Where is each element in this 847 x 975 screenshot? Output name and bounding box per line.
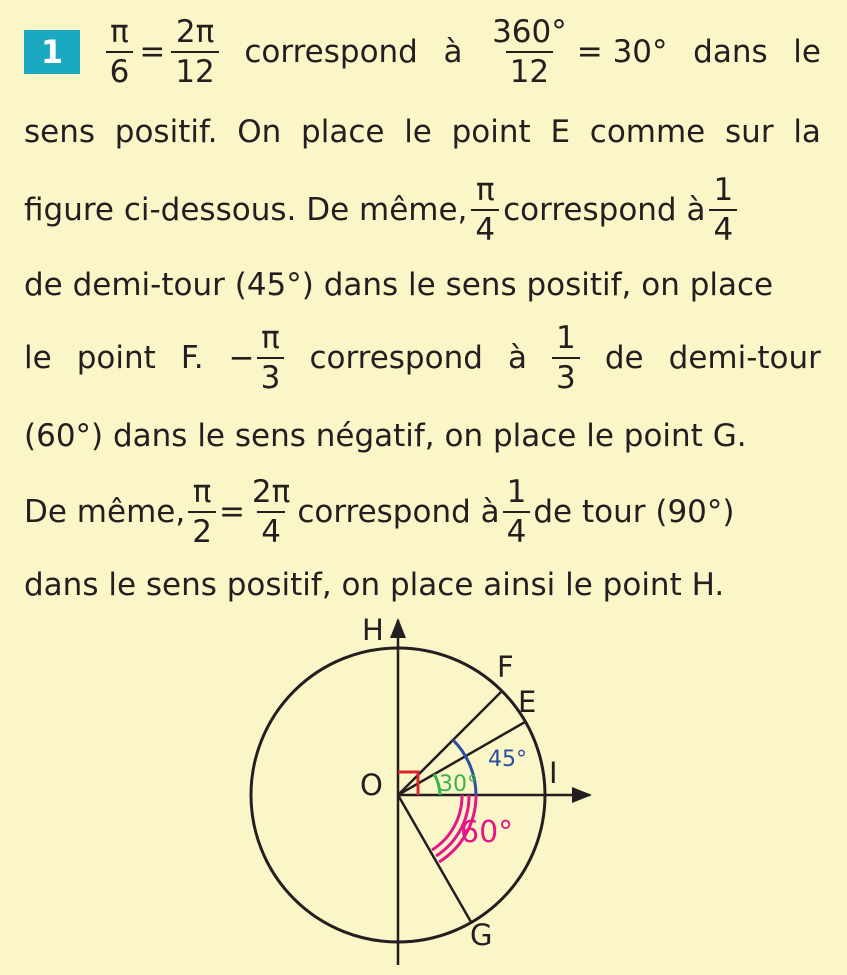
word: F. [180, 340, 204, 376]
label-G: G [470, 918, 493, 952]
word: dans [693, 34, 768, 70]
denominator: 3 [552, 357, 580, 397]
word: le [404, 114, 432, 150]
denominator: 4 [257, 511, 285, 551]
denominator: 4 [471, 209, 499, 249]
numerator: 360° [492, 14, 567, 50]
equals-sign: = [218, 494, 245, 530]
exercise-number-badge: 1 [24, 30, 80, 74]
word: à [443, 34, 463, 70]
denominator: 6 [106, 51, 134, 91]
label-I: I [549, 756, 558, 790]
result-30-degrees: = 30° [576, 34, 668, 70]
text-segment: (60°) dans le sens négatif, on place le point G. [24, 418, 747, 454]
numerator: 2π [175, 14, 215, 50]
text-segment: dans le sens positif, on place ainsi le point H. [24, 567, 725, 603]
word: le [24, 340, 52, 376]
angle-60-arc-1 [432, 795, 462, 850]
numerator: 1 [506, 474, 527, 510]
numerator: π [475, 172, 495, 208]
word: à [507, 340, 527, 376]
denominator: 12 [506, 51, 553, 91]
word: correspond [309, 340, 483, 376]
angle-45-label: 45° [488, 747, 527, 772]
word: la [793, 114, 821, 150]
numerator: 1 [713, 172, 734, 208]
text-segment: correspond à [503, 192, 706, 228]
text-segment: figure ci-dessous. De même, [24, 192, 468, 228]
label-F: F [497, 650, 514, 684]
label-O: O [360, 768, 383, 802]
numerator: π [110, 14, 129, 50]
word: demi-tour [668, 340, 821, 376]
equals-sign: = [139, 34, 166, 70]
text-segment: correspond à [297, 494, 500, 530]
word: positif. [114, 114, 218, 150]
numerator: π [192, 474, 212, 510]
text-segment: De même, [24, 494, 186, 530]
angle-30-label: 30° [439, 772, 478, 797]
word: le [793, 34, 821, 70]
denominator: 3 [257, 357, 285, 397]
denominator: 2 [188, 511, 216, 551]
word: de [604, 340, 644, 376]
word: sur [725, 114, 774, 150]
word: point [451, 114, 531, 150]
angle-60-label: 60° [460, 815, 514, 850]
minus-sign: − [228, 340, 255, 376]
label-H: H [362, 613, 384, 647]
word: point [76, 340, 156, 376]
denominator: 12 [171, 51, 218, 91]
word: On [237, 114, 282, 150]
numerator: π [261, 320, 280, 356]
text-segment: de demi-tour (45°) dans le sens positif, on place [24, 267, 774, 303]
numerator: 1 [556, 320, 576, 356]
word: place [301, 114, 385, 150]
numerator: 2π [251, 474, 291, 510]
label-E: E [518, 685, 537, 719]
denominator: 4 [709, 209, 737, 249]
word: E [550, 114, 571, 150]
text-segment: de tour (90°) [533, 494, 735, 530]
word: sens [24, 114, 96, 150]
denominator: 4 [503, 511, 531, 551]
word: correspond [244, 34, 418, 70]
word: comme [589, 114, 706, 150]
